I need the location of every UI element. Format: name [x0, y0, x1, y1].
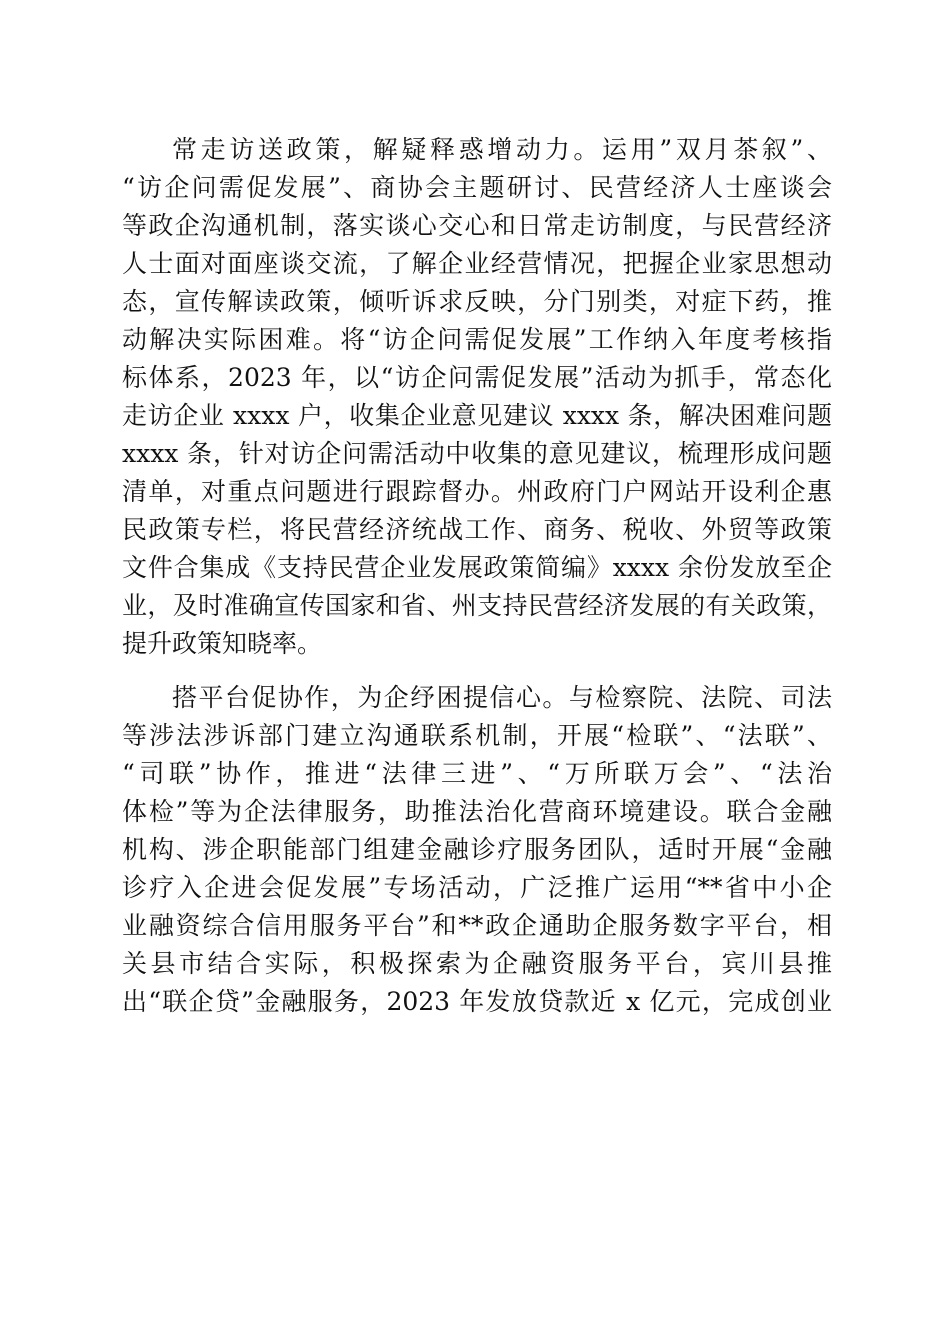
- paragraph-line: 走访企业 xxxx 户，收集企业意见建议 xxxx 条，解决困难问题: [122, 401, 832, 430]
- paragraph-line: 业融资综合信用服务平台”和**政企通助企服务数字平台，相: [122, 911, 832, 940]
- paragraph-line: 关县市结合实际，积极探索为企融资服务平台，宾川县推: [122, 949, 832, 978]
- paragraph-line: 出“联企贷”金融服务，2023 年发放贷款近 x 亿元，完成创业: [122, 987, 832, 1016]
- paragraph-line: 机构、涉企职能部门组建金融诊疗服务团队，适时开展“金融: [122, 835, 832, 864]
- paragraph-line: xxxx 条，针对访企问需活动中收集的意见建议，梳理形成问题: [122, 439, 832, 468]
- paragraph-line: 常走访送政策，解疑释惑增动力。运用”双月茶叙”、: [172, 135, 832, 164]
- paragraph-line: 提升政策知晓率。: [122, 629, 323, 658]
- paragraph-line: 体检”等为企法律服务，助推法治化营商环境建设。联合金融: [122, 797, 832, 826]
- paragraph-line: 等政企沟通机制，落实谈心交心和日常走访制度，与民营经济: [122, 211, 832, 240]
- paragraph-line: 动解决实际困难。将“访企问需促发展”工作纳入年度考核指: [122, 325, 832, 354]
- paragraph-line: 清单，对重点问题进行跟踪督办。州政府门户网站开设利企惠: [122, 477, 832, 506]
- paragraph-line: “访企问需促发展”、商协会主题研讨、民营经济人士座谈会: [122, 173, 832, 202]
- paragraph-line: 民政策专栏，将民营经济统战工作、商务、税收、外贸等政策: [122, 515, 832, 544]
- paragraph-line: 标体系，2023 年，以“访企问需促发展”活动为抓手，常态化: [122, 363, 832, 392]
- paragraph-line: 文件合集成《支持民营企业发展政策简编》xxxx 余份发放至企: [122, 553, 832, 582]
- paragraph-line: 等涉法涉诉部门建立沟通联系机制，开展“检联”、“法联”、: [122, 721, 832, 750]
- paragraph-line: “司联”协作，推进“法律三进”、“万所联万会”、“法治: [122, 759, 832, 788]
- paragraph-line: 搭平台促协作，为企纾困提信心。与检察院、法院、司法: [172, 683, 832, 712]
- paragraph-line: 业，及时准确宣传国家和省、州支持民营经济发展的有关政策，: [122, 591, 832, 620]
- paragraph-line: 诊疗入企进会促发展”专场活动，广泛推广运用“**省中小企: [122, 873, 832, 902]
- paragraph-line: 态，宣传解读政策，倾听诉求反映，分门别类，对症下药，推: [122, 287, 832, 316]
- paragraph-line: 人士面对面座谈交流，了解企业经营情况，把握企业家思想动: [122, 249, 832, 278]
